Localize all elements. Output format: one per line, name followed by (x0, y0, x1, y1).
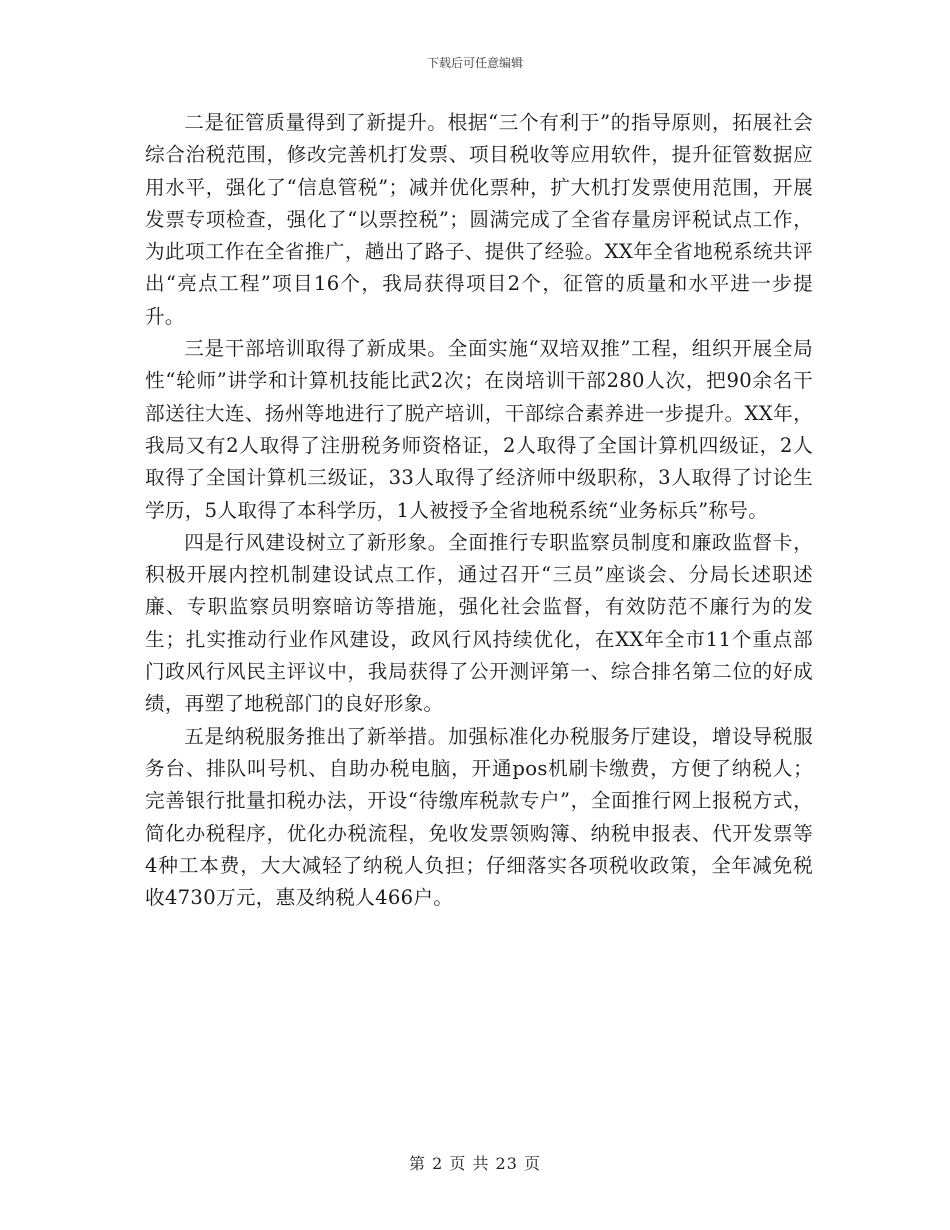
paragraph-collection-quality: 二是征管质量得到了新提升。根据“三个有利于”的指导原则，拓展社会综合治税范围，修改完善机打发票、项目税收等应用软件，提升征管数据应用水平，强化了“信息管税”；减并优化票种，扩大机打发票使用范围，开展发票专项检查，强化了“以票控税”；圆满完成了全省存量房评税试点工作，为此项工作在全省推广，趟出了路子、提供了经验。XX年全省地税系统共评出“亮点工程”项目16个，我局获得项目2个，征管的质量和水平进一步提升。 (145, 111, 813, 328)
paragraph-staff-training: 三是干部培训取得了新成果。全面实施“双培双推”工程，组织开展全局性“轮师”讲学和计算机技能比武2次；在岗培训干部280人次，把90余名干部送往大连、扬州等地进行了脱产培训，干部综合素养进一步提升。XX年，我局又有2人取得了注册税务师资格证，2人取得了全国计算机四级证，2人取得了全国计算机三级证，33人取得了经济师中级职称，3人取得了讨论生学历，5人取得了本科学历，1人被授予全省地税系统“业务标兵”称号。 (145, 337, 813, 522)
page-header: 下载后可任意编辑 (426, 56, 523, 70)
page-number: 第 2 页 共 23 页 (409, 1154, 541, 1173)
paragraph-tax-service: 五是纳税服务推出了新举措。加强标准化办税服务厅建设，增设导税服务台、排队叫号机、自助办税电脑，开通pos机刷卡缴费，方便了纳税人；完善银行批量扣税办法，开设“待缴库税款专户”，全面推行网上报税方式，简化办税程序，优化办税流程，免收发票领购簿、纳税申报表、代开发票等4种工本费，大大减轻了纳税人负担；仔细落实各项税收政策，全年减免税收4730万元，惠及纳税人466户。 (145, 724, 813, 910)
document-body (145, 107, 813, 914)
paragraph-work-style: 四是行风建设树立了新形象。全面推行专职监察员制度和廉政监督卡，积极开展内控机制建设试点工作，通过召开“三员”座谈会、分局长述职述廉、专职监察员明察暗访等措施，强化社会监督，有效防范不廉行为的发生；扎实推动行业作风建设，政风行风持续优化，在XX年全市11个重点部门政风行风民主评议中，我局获得了公开测评第一、综合排名第二位的好成绩，再塑了地税部门的良好形象。 (145, 530, 813, 716)
